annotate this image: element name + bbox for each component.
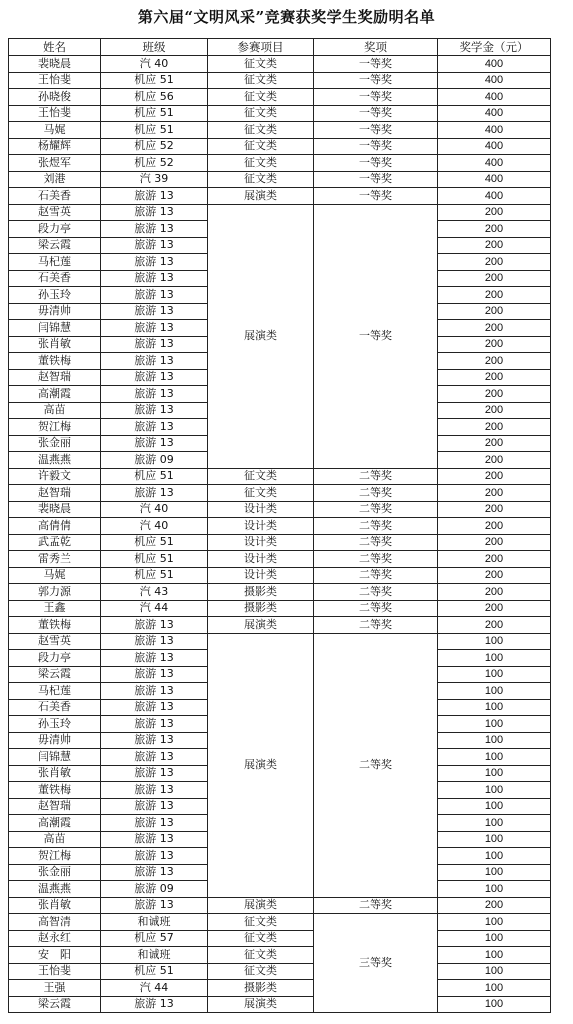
award-cell: 一等奖: [314, 138, 438, 155]
class-cell: 机应 52: [101, 138, 208, 155]
student-name-cell: 赵永红: [9, 930, 101, 947]
student-name-cell: 张煜军: [9, 155, 101, 172]
project-cell: 摄影类: [208, 600, 314, 617]
class-cell: 汽 43: [101, 584, 208, 601]
class-cell: 旅游 13: [101, 782, 208, 799]
student-name-cell: 毋清帅: [9, 303, 101, 320]
award-cell: 一等奖: [314, 122, 438, 139]
class-cell: 旅游 13: [101, 270, 208, 287]
scholarship-cell: 100: [438, 947, 551, 964]
scholarship-cell: 100: [438, 732, 551, 749]
class-cell: 旅游 13: [101, 798, 208, 815]
class-cell: 旅游 13: [101, 683, 208, 700]
student-name-cell: 张肖敏: [9, 765, 101, 782]
class-cell: 旅游 13: [101, 716, 208, 733]
scholarship-cell: 100: [438, 765, 551, 782]
student-name-cell: 梁云霞: [9, 996, 101, 1013]
class-cell: 机应 51: [101, 72, 208, 89]
student-name-cell: 赵智瑞: [9, 485, 101, 502]
table-row: [9, 89, 551, 106]
table-row: [9, 518, 551, 535]
header-row: [9, 39, 551, 56]
student-name-cell: 高智清: [9, 914, 101, 931]
table-row: [9, 122, 551, 139]
class-cell: 机应 51: [101, 105, 208, 122]
student-name-cell: 杨耀辉: [9, 138, 101, 155]
class-cell: 汽 40: [101, 518, 208, 535]
student-name-cell: 赵智瑞: [9, 369, 101, 386]
project-cell: 征文类: [208, 89, 314, 106]
student-name-cell: 闫锦慧: [9, 749, 101, 766]
student-name-cell: 马杞莲: [9, 254, 101, 271]
student-name-cell: 赵雪英: [9, 204, 101, 221]
scholarship-cell: 400: [438, 171, 551, 188]
student-name-cell: 裴晓晨: [9, 501, 101, 518]
scholarship-cell: 200: [438, 551, 551, 568]
scholarship-cell: 200: [438, 501, 551, 518]
scholarship-cell: 200: [438, 221, 551, 238]
scholarship-cell: 400: [438, 188, 551, 205]
table-row: [9, 600, 551, 617]
header-class: 班级: [101, 39, 208, 56]
project-cell: 征文类: [208, 914, 314, 931]
award-cell: 一等奖: [314, 171, 438, 188]
student-name-cell: 梁云霞: [9, 666, 101, 683]
table-row: [9, 980, 551, 997]
table-row: [9, 534, 551, 551]
award-cell: 二等奖: [314, 567, 438, 584]
class-cell: 旅游 13: [101, 221, 208, 238]
award-cell: 二等奖: [314, 501, 438, 518]
class-cell: 汽 40: [101, 56, 208, 73]
class-cell: 旅游 13: [101, 666, 208, 683]
table-row: [9, 468, 551, 485]
student-name-cell: 段力亭: [9, 650, 101, 667]
award-table: [8, 38, 551, 1013]
student-name-cell: 王怡斐: [9, 963, 101, 980]
scholarship-cell: 200: [438, 336, 551, 353]
student-name-cell: 温燕燕: [9, 452, 101, 469]
scholarship-cell: 100: [438, 848, 551, 865]
class-cell: 旅游 13: [101, 650, 208, 667]
table-row: [9, 584, 551, 601]
student-name-cell: 高倩倩: [9, 518, 101, 535]
scholarship-cell: 200: [438, 204, 551, 221]
scholarship-cell: 100: [438, 963, 551, 980]
project-cell: 征文类: [208, 947, 314, 964]
project-cell: 展演类: [208, 204, 314, 468]
scholarship-cell: 200: [438, 369, 551, 386]
class-cell: 旅游 13: [101, 369, 208, 386]
student-name-cell: 贺江梅: [9, 419, 101, 436]
student-name-cell: 高潮霞: [9, 386, 101, 403]
class-cell: 和诚班: [101, 947, 208, 964]
student-name-cell: 贺江梅: [9, 848, 101, 865]
table-row: [9, 138, 551, 155]
class-cell: 机应 51: [101, 551, 208, 568]
scholarship-cell: 200: [438, 485, 551, 502]
scholarship-cell: 200: [438, 270, 551, 287]
student-name-cell: 董铁梅: [9, 782, 101, 799]
scholarship-cell: 400: [438, 72, 551, 89]
project-cell: 展演类: [208, 996, 314, 1013]
student-name-cell: 张肖敏: [9, 336, 101, 353]
scholarship-cell: 100: [438, 633, 551, 650]
scholarship-cell: 100: [438, 782, 551, 799]
scholarship-cell: 200: [438, 897, 551, 914]
scholarship-cell: 100: [438, 716, 551, 733]
scholarship-cell: 100: [438, 683, 551, 700]
student-name-cell: 武孟乾: [9, 534, 101, 551]
class-cell: 旅游 13: [101, 353, 208, 370]
class-cell: 机应 57: [101, 930, 208, 947]
award-cell: 二等奖: [314, 617, 438, 634]
scholarship-cell: 400: [438, 56, 551, 73]
table-row: [9, 551, 551, 568]
scholarship-cell: 200: [438, 237, 551, 254]
award-cell: 二等奖: [314, 600, 438, 617]
student-name-cell: 高苗: [9, 402, 101, 419]
project-cell: 征文类: [208, 963, 314, 980]
class-cell: 机应 52: [101, 155, 208, 172]
class-cell: 旅游 13: [101, 485, 208, 502]
table-row: [9, 897, 551, 914]
class-cell: 汽 44: [101, 980, 208, 997]
class-cell: 旅游 13: [101, 287, 208, 304]
student-name-cell: 王怡斐: [9, 72, 101, 89]
scholarship-cell: 100: [438, 930, 551, 947]
award-cell: 一等奖: [314, 188, 438, 205]
scholarship-cell: 100: [438, 980, 551, 997]
table-body: [9, 56, 551, 1013]
class-cell: 机应 56: [101, 89, 208, 106]
class-cell: 汽 40: [101, 501, 208, 518]
table-row: [9, 963, 551, 980]
header-award: 奖项: [314, 39, 438, 56]
scholarship-cell: 400: [438, 138, 551, 155]
class-cell: 旅游 13: [101, 699, 208, 716]
class-cell: 旅游 13: [101, 320, 208, 337]
scholarship-cell: 200: [438, 254, 551, 271]
class-cell: 机应 51: [101, 534, 208, 551]
scholarship-cell: 100: [438, 815, 551, 832]
project-cell: 征文类: [208, 468, 314, 485]
class-cell: 旅游 13: [101, 617, 208, 634]
scholarship-cell: 400: [438, 89, 551, 106]
student-name-cell: 赵雪英: [9, 633, 101, 650]
class-cell: 旅游 13: [101, 303, 208, 320]
student-name-cell: 石美香: [9, 188, 101, 205]
scholarship-cell: 100: [438, 749, 551, 766]
table-row: [9, 56, 551, 73]
award-cell: 一等奖: [314, 56, 438, 73]
student-name-cell: 许毅文: [9, 468, 101, 485]
scholarship-cell: 100: [438, 864, 551, 881]
scholarship-cell: 100: [438, 914, 551, 931]
student-name-cell: 郭力源: [9, 584, 101, 601]
table-row: [9, 617, 551, 634]
scholarship-cell: 100: [438, 699, 551, 716]
scholarship-cell: 200: [438, 435, 551, 452]
class-cell: 和诚班: [101, 914, 208, 931]
scholarship-cell: 100: [438, 666, 551, 683]
class-cell: 旅游 13: [101, 633, 208, 650]
project-cell: 征文类: [208, 485, 314, 502]
scholarship-cell: 200: [438, 386, 551, 403]
class-cell: 旅游 13: [101, 897, 208, 914]
student-name-cell: 梁云霞: [9, 237, 101, 254]
project-cell: 摄影类: [208, 980, 314, 997]
class-cell: 旅游 13: [101, 732, 208, 749]
scholarship-cell: 100: [438, 881, 551, 898]
project-cell: 设计类: [208, 534, 314, 551]
class-cell: 旅游 13: [101, 831, 208, 848]
student-name-cell: 孙玉玲: [9, 287, 101, 304]
table-row: [9, 930, 551, 947]
table-row: [9, 171, 551, 188]
student-name-cell: 孙晓俊: [9, 89, 101, 106]
class-cell: 机应 51: [101, 963, 208, 980]
table-row: [9, 105, 551, 122]
student-name-cell: 张肖敏: [9, 897, 101, 914]
project-cell: 征文类: [208, 138, 314, 155]
scholarship-cell: 100: [438, 996, 551, 1013]
student-name-cell: 张金丽: [9, 435, 101, 452]
student-name-cell: 张金丽: [9, 864, 101, 881]
scholarship-cell: 400: [438, 122, 551, 139]
student-name-cell: 闫锦慧: [9, 320, 101, 337]
award-cell: 一等奖: [314, 89, 438, 106]
student-name-cell: 王怡斐: [9, 105, 101, 122]
scholarship-cell: 100: [438, 650, 551, 667]
class-cell: 旅游 13: [101, 204, 208, 221]
table-row: [9, 567, 551, 584]
student-name-cell: 安 阳: [9, 947, 101, 964]
student-name-cell: 石美香: [9, 699, 101, 716]
project-cell: 设计类: [208, 551, 314, 568]
student-name-cell: 雷秀兰: [9, 551, 101, 568]
project-cell: 征文类: [208, 56, 314, 73]
scholarship-cell: 200: [438, 584, 551, 601]
scholarship-cell: 200: [438, 402, 551, 419]
class-cell: 旅游 13: [101, 402, 208, 419]
table-row: [9, 996, 551, 1013]
class-cell: 旅游 13: [101, 419, 208, 436]
table-row: [9, 72, 551, 89]
student-name-cell: 董铁梅: [9, 617, 101, 634]
award-cell: 二等奖: [314, 468, 438, 485]
class-cell: 旅游 13: [101, 237, 208, 254]
scholarship-cell: 200: [438, 617, 551, 634]
class-cell: 旅游 09: [101, 452, 208, 469]
student-name-cell: 温燕燕: [9, 881, 101, 898]
project-cell: 展演类: [208, 633, 314, 897]
class-cell: 汽 44: [101, 600, 208, 617]
award-cell: 一等奖: [314, 204, 438, 468]
project-cell: 展演类: [208, 897, 314, 914]
table-row: [9, 204, 551, 221]
student-name-cell: 裴晓晨: [9, 56, 101, 73]
student-name-cell: 段力亭: [9, 221, 101, 238]
table-row: [9, 633, 551, 650]
award-cell: 一等奖: [314, 72, 438, 89]
student-name-cell: 马娓: [9, 122, 101, 139]
award-cell: 三等奖: [314, 914, 438, 1013]
table-row: [9, 501, 551, 518]
project-cell: 征文类: [208, 155, 314, 172]
header-scholarship: 奖学金（元）: [438, 39, 551, 56]
header-name: 姓名: [9, 39, 101, 56]
scholarship-cell: 100: [438, 798, 551, 815]
scholarship-cell: 400: [438, 105, 551, 122]
table-row: [9, 155, 551, 172]
scholarship-cell: 100: [438, 831, 551, 848]
class-cell: 旅游 13: [101, 386, 208, 403]
scholarship-cell: 200: [438, 419, 551, 436]
award-cell: 二等奖: [314, 485, 438, 502]
class-cell: 旅游 13: [101, 815, 208, 832]
project-cell: 征文类: [208, 930, 314, 947]
class-cell: 机应 51: [101, 567, 208, 584]
table-row: [9, 188, 551, 205]
scholarship-cell: 200: [438, 518, 551, 535]
scholarship-cell: 200: [438, 567, 551, 584]
scholarship-cell: 200: [438, 468, 551, 485]
class-cell: 旅游 13: [101, 848, 208, 865]
class-cell: 旅游 13: [101, 864, 208, 881]
scholarship-cell: 200: [438, 353, 551, 370]
header-project: 参赛项目: [208, 39, 314, 56]
award-cell: 二等奖: [314, 551, 438, 568]
student-name-cell: 高潮霞: [9, 815, 101, 832]
scholarship-cell: 200: [438, 320, 551, 337]
class-cell: 旅游 13: [101, 996, 208, 1013]
project-cell: 设计类: [208, 501, 314, 518]
student-name-cell: 王强: [9, 980, 101, 997]
document-title: 第六届“文明风采”竞赛获奖学生奖励明名单: [137, 8, 436, 26]
class-cell: 旅游 13: [101, 765, 208, 782]
project-cell: 摄影类: [208, 584, 314, 601]
class-cell: 旅游 13: [101, 254, 208, 271]
project-cell: 征文类: [208, 122, 314, 139]
student-name-cell: 刘港: [9, 171, 101, 188]
scholarship-cell: 200: [438, 600, 551, 617]
student-name-cell: 马杞莲: [9, 683, 101, 700]
scholarship-cell: 200: [438, 287, 551, 304]
project-cell: 征文类: [208, 105, 314, 122]
class-cell: 旅游 13: [101, 435, 208, 452]
table-row: [9, 485, 551, 502]
project-cell: 征文类: [208, 171, 314, 188]
project-cell: 展演类: [208, 617, 314, 634]
award-cell: 二等奖: [314, 897, 438, 914]
class-cell: 旅游 13: [101, 336, 208, 353]
award-cell: 二等奖: [314, 518, 438, 535]
student-name-cell: 赵智瑞: [9, 798, 101, 815]
student-name-cell: 董铁梅: [9, 353, 101, 370]
class-cell: 汽 39: [101, 171, 208, 188]
class-cell: 旅游 13: [101, 188, 208, 205]
table-row: [9, 914, 551, 931]
student-name-cell: 孙玉玲: [9, 716, 101, 733]
project-cell: 设计类: [208, 518, 314, 535]
project-cell: 征文类: [208, 72, 314, 89]
award-cell: 二等奖: [314, 633, 438, 897]
student-name-cell: 马娓: [9, 567, 101, 584]
class-cell: 旅游 09: [101, 881, 208, 898]
award-cell: 二等奖: [314, 534, 438, 551]
scholarship-cell: 200: [438, 452, 551, 469]
class-cell: 机应 51: [101, 122, 208, 139]
table-row: [9, 947, 551, 964]
student-name-cell: 高苗: [9, 831, 101, 848]
student-name-cell: 毋清帅: [9, 732, 101, 749]
project-cell: 展演类: [208, 188, 314, 205]
scholarship-cell: 200: [438, 534, 551, 551]
award-cell: 一等奖: [314, 155, 438, 172]
student-name-cell: 王鑫: [9, 600, 101, 617]
project-cell: 设计类: [208, 567, 314, 584]
scholarship-cell: 200: [438, 303, 551, 320]
student-name-cell: 石美香: [9, 270, 101, 287]
scholarship-cell: 400: [438, 155, 551, 172]
award-cell: 一等奖: [314, 105, 438, 122]
award-cell: 二等奖: [314, 584, 438, 601]
class-cell: 机应 51: [101, 468, 208, 485]
class-cell: 旅游 13: [101, 749, 208, 766]
